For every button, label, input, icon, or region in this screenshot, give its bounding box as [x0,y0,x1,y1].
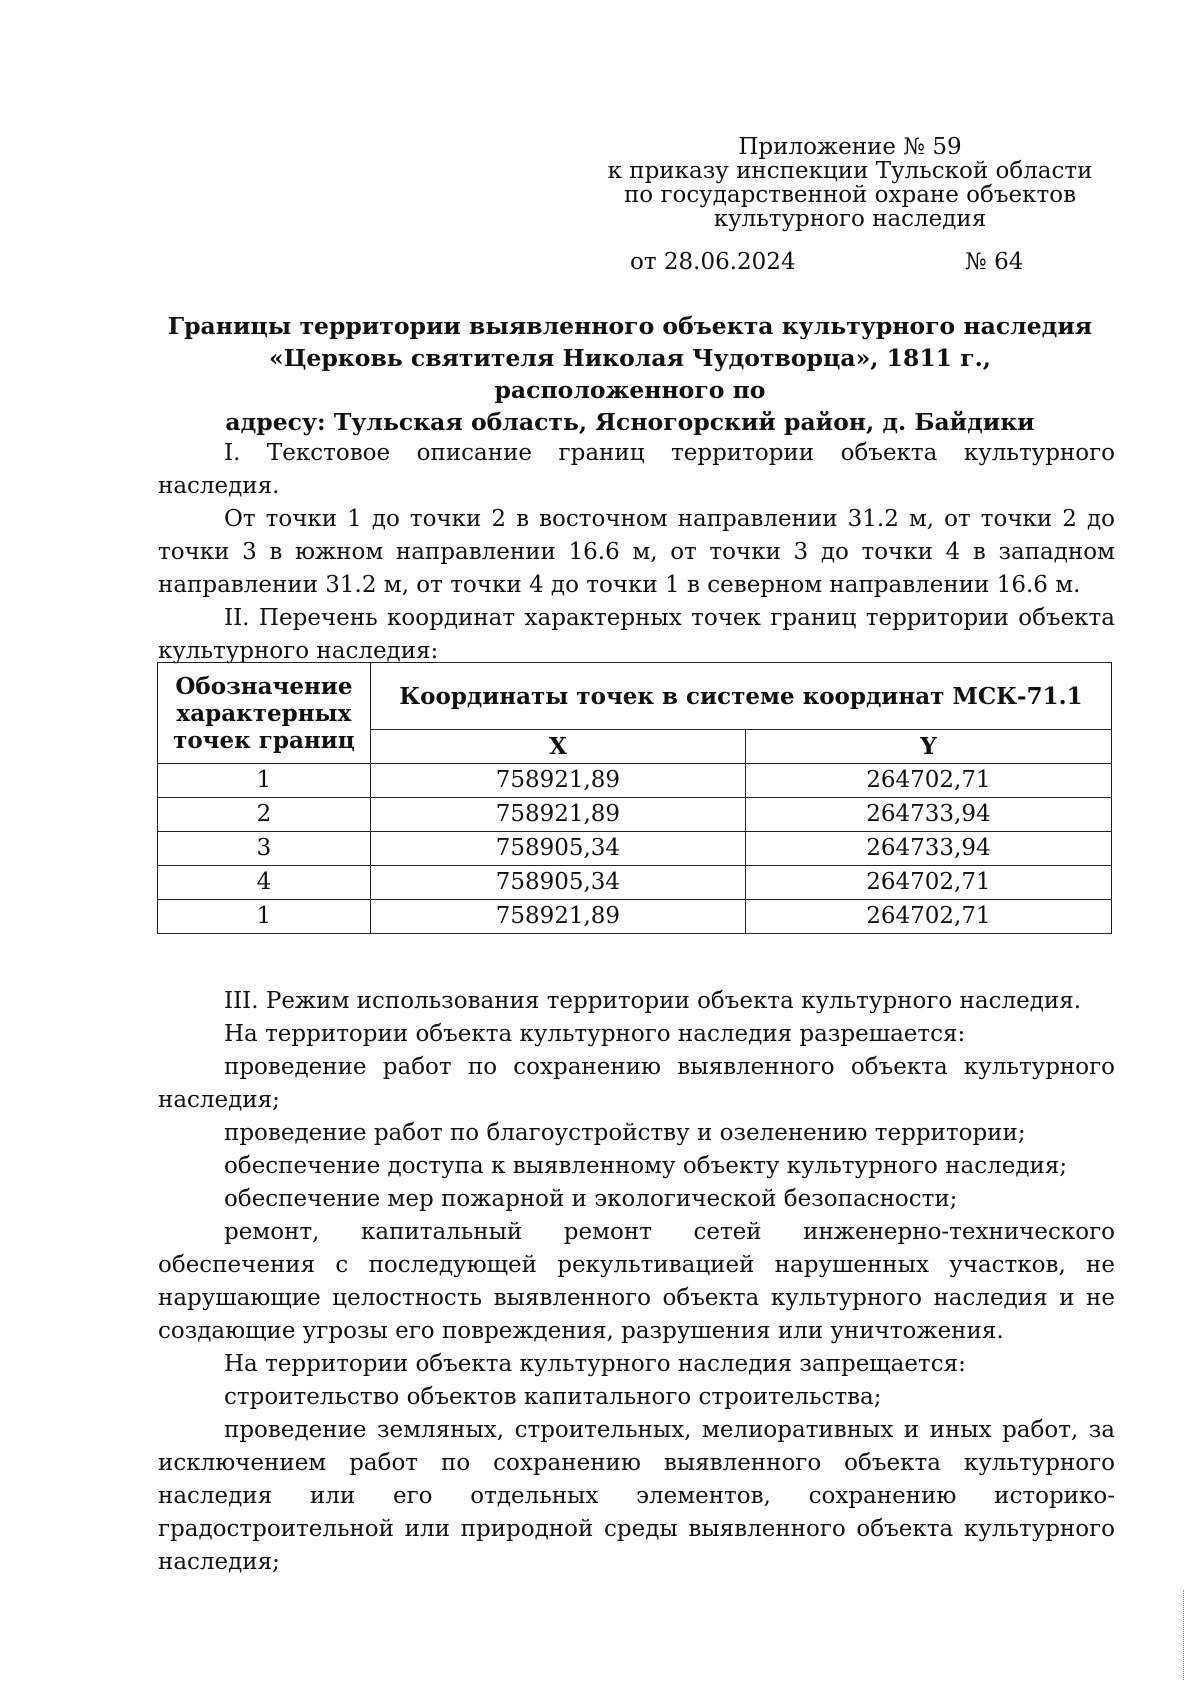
section-1 [158,437,1115,668]
cell-x: 758921,89 [370,900,745,934]
table-row [158,866,1112,900]
prohibited-item: строительство объектов капитального строительства; [224,1384,882,1410]
cell-point: 2 [158,798,371,832]
table-row [158,764,1112,798]
table-row [158,900,1112,934]
cell-x: 758921,89 [370,798,745,832]
allowed-item: обеспечение мер пожарной и экологической безопасности; [224,1186,958,1212]
cell-point: 1 [158,764,371,798]
annex-line-1: Приложение № 59 [738,134,962,160]
allowed-item: проведение работ по благоустройству и озеленению территории; [224,1120,1026,1146]
section-3-heading: III. Режим использования территории объекта культурного наследия. [224,988,1082,1014]
cell-x: 758921,89 [370,764,745,798]
prohibited-intro: На территории объекта культурного наследия запрещается: [224,1351,966,1377]
order-number: № 64 [965,249,1024,275]
cell-y: 264702,71 [745,764,1111,798]
cell-y: 264702,71 [745,866,1111,900]
title-line-3: адресу: Тульская область, Ясногорский район, д. Байдики [225,408,1035,436]
annex-line-3: по государственной охране объектов [623,182,1077,208]
allowed-item: проведение работ по сохранению выявленного объекта культурного наследия; [158,1054,1115,1113]
prohibited-item: проведение земляных, строительных, мелиоративных и иных работ, за исключением работ по сохранению выявленного объекта культурного наследия или его отдельных элементов, сохранению историко-градостроительной или природной среды выявленного объекта культурного наследия; [158,1417,1115,1575]
cell-y: 264702,71 [745,900,1111,934]
cell-point: 4 [158,866,371,900]
table-row [158,798,1112,832]
header-x: X [370,730,745,764]
order-date: от 28.06.2024 [630,249,796,275]
title-line-1: Границы территории выявленного объекта культурного наследия [167,312,1093,340]
section-1-heading: I. Текстовое описание границ территории объекта культурного наследия. [158,440,1115,499]
title-line-2: «Церковь святителя Николая Чудотворца», 1811 г., расположенного по [269,344,991,404]
allowed-item: обеспечение доступа к выявленному объекту культурного наследия; [224,1153,1068,1179]
allowed-intro: На территории объекта культурного наследия разрешается: [224,1021,966,1047]
section-2-heading: II. Перечень координат характерных точек границ территории объекта культурного наследия: [158,605,1115,664]
cell-x: 758905,34 [370,832,745,866]
table-row [158,832,1112,866]
coordinates-table [157,662,1112,934]
cell-y: 264733,94 [745,832,1111,866]
annex-header [600,135,1100,231]
header-coords: Координаты точек в системе координат МСК-71.1 [370,663,1111,730]
allowed-item: ремонт, капитальный ремонт сетей инженерно-технического обеспечения с последующей рекультивацией нарушенных участков, не нарушающие целостность выявленного объекта культурного наследия и не создающие угрозы его повреждения, разрушения или уничтожения. [158,1219,1115,1344]
cell-x: 758905,34 [370,866,745,900]
header-points: Обозначение характерных точек границ [158,663,371,764]
annex-line-4: культурного наследия [713,206,987,232]
scan-edge-mark [1183,1590,1186,1680]
section-3 [158,985,1115,1579]
cell-point: 1 [158,900,371,934]
cell-point: 3 [158,832,371,866]
document-title [160,310,1100,438]
cell-y: 264733,94 [745,798,1111,832]
section-1-text: От точки 1 до точки 2 в восточном направлении 31.2 м, от точки 2 до точки 3 в южном направлении 16.6 м, от точки 3 до точки 4 в западном направлении 31.2 м, от точки 4 до точки 1 в северном направлении 16.6 м. [158,506,1115,598]
header-y: Y [745,730,1111,764]
annex-line-2: к приказу инспекции Тульской области [607,158,1093,184]
